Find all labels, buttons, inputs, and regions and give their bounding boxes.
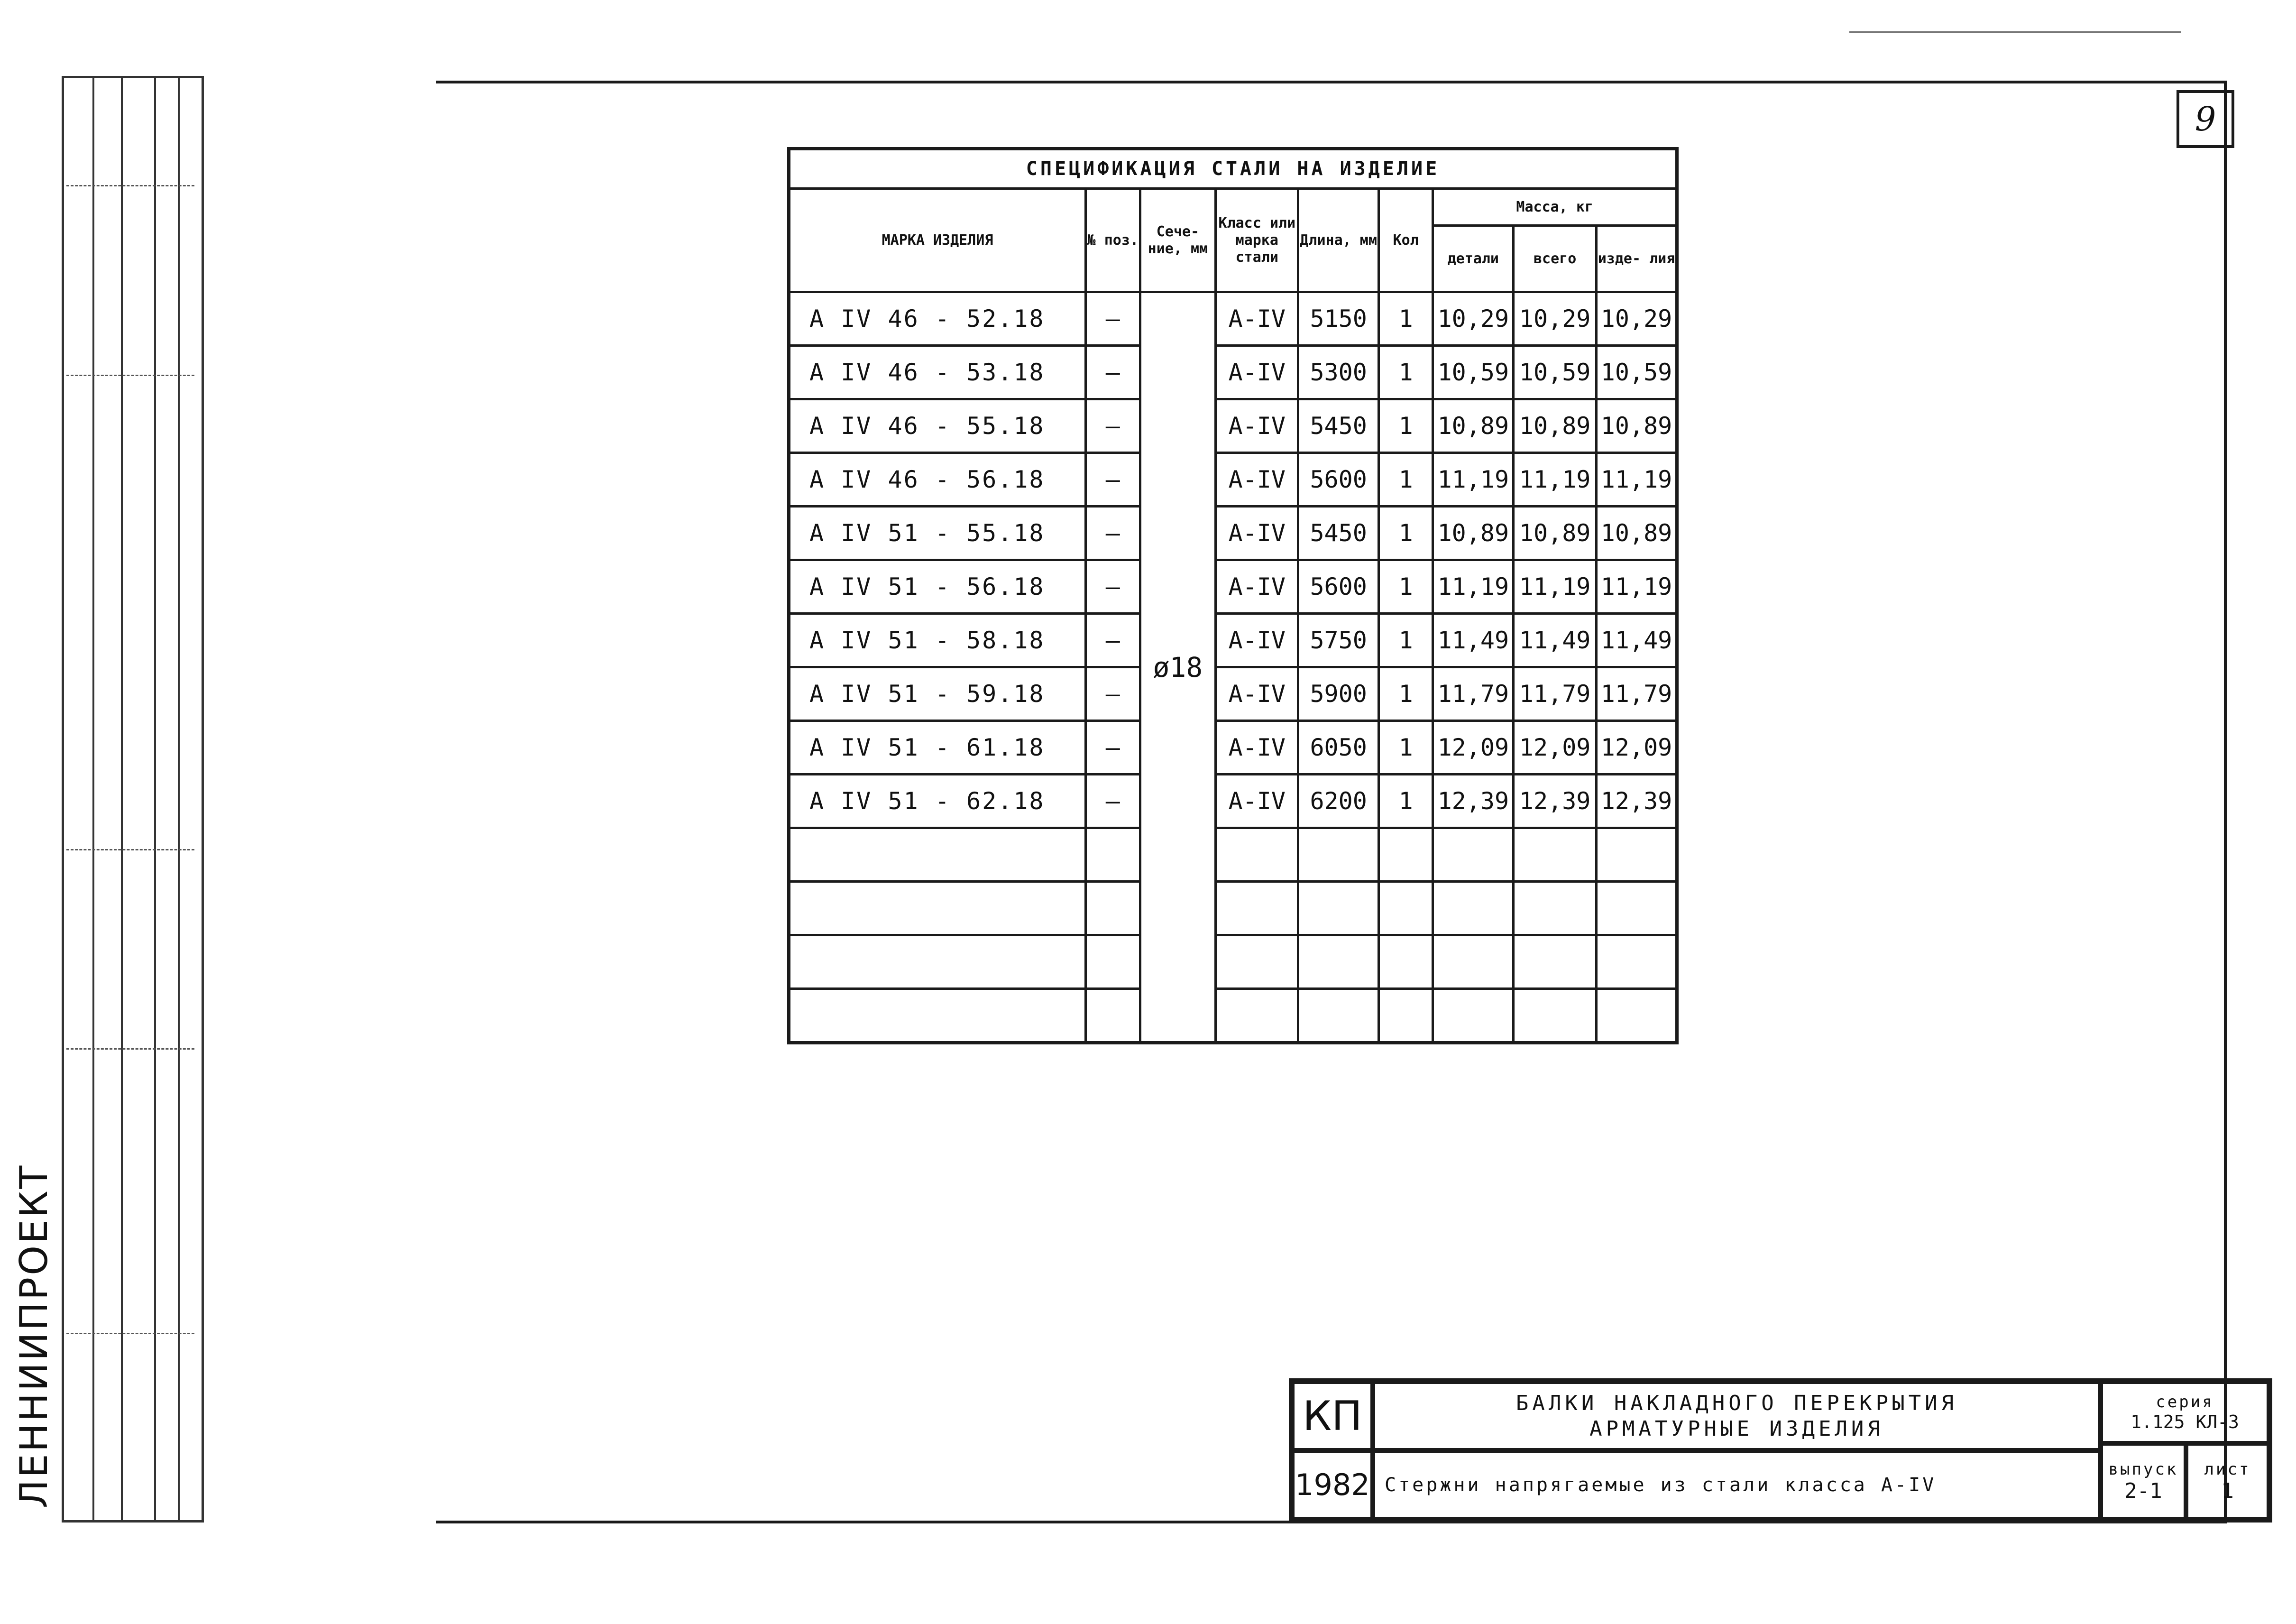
steel-specification-table <box>787 147 1679 1044</box>
mass-detail-cell: 11,49 <box>1433 614 1514 667</box>
section-cell: ø18 <box>1140 292 1216 1043</box>
drawing-year: 1982 <box>1295 1467 1370 1502</box>
header-mass-total: всего <box>1514 226 1597 292</box>
empty-cell <box>1433 989 1514 1043</box>
empty-cell <box>1514 828 1597 882</box>
pos-cell: — <box>1086 453 1140 507</box>
strip-divider <box>178 78 180 1520</box>
length-cell: 5600 <box>1298 453 1379 507</box>
signature-scribble <box>66 360 194 376</box>
mass-product-cell: 11,49 <box>1597 614 1677 667</box>
length-cell: 5750 <box>1298 614 1379 667</box>
steel-class-cell: А-IV <box>1216 292 1298 346</box>
empty-row <box>789 882 1677 935</box>
mass-detail-cell: 10,59 <box>1433 346 1514 399</box>
steel-class-cell: А-IV <box>1216 399 1298 453</box>
empty-cell <box>1597 828 1677 882</box>
pos-cell: — <box>1086 721 1140 775</box>
qty-cell: 1 <box>1378 399 1433 453</box>
header-mark: МАРКА ИЗДЕЛИЯ <box>789 189 1086 292</box>
sheet-label: лист <box>2204 1459 2251 1479</box>
strip-divider <box>92 78 94 1520</box>
steel-class-cell: А-IV <box>1216 775 1298 828</box>
empty-cell <box>1298 882 1379 935</box>
header-qty: Кол <box>1378 189 1433 292</box>
pos-cell: — <box>1086 507 1140 560</box>
qty-cell: 1 <box>1378 667 1433 721</box>
qty-cell: 1 <box>1378 507 1433 560</box>
table-row <box>789 667 1677 721</box>
mass-detail-cell: 10,89 <box>1433 507 1514 560</box>
empty-cell <box>1378 882 1433 935</box>
empty-cell <box>1216 989 1298 1043</box>
mass-total-cell: 10,59 <box>1514 346 1597 399</box>
mass-total-cell: 11,19 <box>1514 560 1597 614</box>
empty-cell <box>1378 989 1433 1043</box>
empty-cell <box>1433 935 1514 989</box>
empty-cell <box>789 882 1086 935</box>
length-cell: 5450 <box>1298 507 1379 560</box>
strip-divider <box>121 78 123 1520</box>
mark-cell: А IV 46 - 56.18 <box>789 453 1086 507</box>
empty-cell <box>1216 828 1298 882</box>
empty-cell <box>1597 882 1677 935</box>
title-line-1: БАЛКИ НАКЛАДНОГО ПЕРЕКРЫТИЯ <box>1515 1391 1958 1415</box>
table-row <box>789 775 1677 828</box>
mark-cell: А IV 51 - 58.18 <box>789 614 1086 667</box>
empty-cell <box>1086 989 1140 1043</box>
mark-cell: А IV 46 - 55.18 <box>789 399 1086 453</box>
steel-class-cell: А-IV <box>1216 614 1298 667</box>
table-row <box>789 614 1677 667</box>
header-class: Класс или марка стали <box>1216 189 1298 292</box>
sheet-number-box <box>2177 90 2234 148</box>
mark-cell: А IV 51 - 55.18 <box>789 507 1086 560</box>
subtitle-cell <box>1373 1450 2101 1519</box>
table-row <box>789 292 1677 346</box>
year-cell <box>1292 1450 1373 1519</box>
empty-cell <box>1597 935 1677 989</box>
mark-cell: А IV 51 - 59.18 <box>789 667 1086 721</box>
frame-top-extension <box>1849 31 2181 33</box>
length-cell: 5600 <box>1298 560 1379 614</box>
series-value: 1.125 КЛ-3 <box>2131 1412 2239 1432</box>
empty-cell <box>1514 935 1597 989</box>
table-body <box>789 292 1677 1043</box>
empty-cell <box>1378 935 1433 989</box>
organization-name: ЛЕННИИПРОЕКТ <box>12 1163 56 1508</box>
steel-class-cell: А-IV <box>1216 560 1298 614</box>
qty-cell: 1 <box>1378 560 1433 614</box>
empty-cell <box>1298 828 1379 882</box>
empty-cell <box>1433 882 1514 935</box>
header-section: Сече- ние, мм <box>1140 189 1216 292</box>
mass-total-cell: 12,09 <box>1514 721 1597 775</box>
code-cell <box>1292 1382 1373 1450</box>
mark-cell: А IV 51 - 56.18 <box>789 560 1086 614</box>
mass-total-cell: 10,29 <box>1514 292 1597 346</box>
issue-label: выпуск <box>2108 1459 2178 1479</box>
empty-cell <box>1433 828 1514 882</box>
sheet-value: 1 <box>2221 1478 2234 1503</box>
qty-cell: 1 <box>1378 775 1433 828</box>
qty-cell: 1 <box>1378 292 1433 346</box>
empty-cell <box>1086 935 1140 989</box>
mass-total-cell: 11,79 <box>1514 667 1597 721</box>
steel-class-cell: А-IV <box>1216 721 1298 775</box>
mark-cell: А IV 46 - 53.18 <box>789 346 1086 399</box>
empty-cell <box>1514 882 1597 935</box>
pos-cell: — <box>1086 667 1140 721</box>
empty-row <box>789 935 1677 989</box>
mass-detail-cell: 11,19 <box>1433 453 1514 507</box>
mass-product-cell: 12,09 <box>1597 721 1677 775</box>
mass-total-cell: 12,39 <box>1514 775 1597 828</box>
empty-cell <box>1086 882 1140 935</box>
steel-class-cell: А-IV <box>1216 667 1298 721</box>
pos-cell: — <box>1086 292 1140 346</box>
binding-strip <box>62 76 204 1522</box>
sheet-cell <box>2186 1443 2269 1519</box>
pos-cell: — <box>1086 346 1140 399</box>
length-cell: 6200 <box>1298 775 1379 828</box>
mass-product-cell: 10,59 <box>1597 346 1677 399</box>
issue-cell <box>2101 1443 2186 1519</box>
steel-class-cell: А-IV <box>1216 507 1298 560</box>
mass-detail-cell: 11,19 <box>1433 560 1514 614</box>
series-label: серия <box>2156 1393 2214 1412</box>
qty-cell: 1 <box>1378 721 1433 775</box>
empty-cell <box>1216 882 1298 935</box>
empty-cell <box>1086 828 1140 882</box>
signature-scribble <box>66 835 194 850</box>
header-mass-detail: детали <box>1433 226 1514 292</box>
pos-cell: — <box>1086 775 1140 828</box>
mass-detail-cell: 12,09 <box>1433 721 1514 775</box>
drawing-subtitle: Стержни напрягаемые из стали класса А-IV <box>1385 1474 1937 1496</box>
sheet-number: 9 <box>2195 100 2216 138</box>
table-row <box>789 346 1677 399</box>
mark-cell: А IV 51 - 62.18 <box>789 775 1086 828</box>
length-cell: 5300 <box>1298 346 1379 399</box>
mass-product-cell: 11,19 <box>1597 560 1677 614</box>
empty-row <box>789 989 1677 1043</box>
mass-product-cell: 11,19 <box>1597 453 1677 507</box>
header-mass: Масса, кг <box>1433 189 1677 226</box>
table-row <box>789 721 1677 775</box>
strip-divider <box>154 78 156 1520</box>
drawing-code: КП <box>1303 1392 1362 1440</box>
header-pos: № поз. <box>1086 189 1140 292</box>
mass-product-cell: 10,89 <box>1597 399 1677 453</box>
table-row <box>789 507 1677 560</box>
signature-scribble <box>66 171 194 186</box>
length-cell: 5900 <box>1298 667 1379 721</box>
empty-cell <box>789 989 1086 1043</box>
empty-cell <box>789 935 1086 989</box>
title-cell <box>1373 1382 2101 1450</box>
mass-detail-cell: 10,29 <box>1433 292 1514 346</box>
mass-total-cell: 11,49 <box>1514 614 1597 667</box>
steel-class-cell: А-IV <box>1216 453 1298 507</box>
mass-total-cell: 10,89 <box>1514 507 1597 560</box>
empty-row <box>789 828 1677 882</box>
signature-scribble <box>66 1034 194 1050</box>
issue-value: 2-1 <box>2124 1478 2162 1503</box>
header-length: Длина, мм <box>1298 189 1379 292</box>
empty-cell <box>1298 935 1379 989</box>
pos-cell: — <box>1086 614 1140 667</box>
empty-cell <box>1378 828 1433 882</box>
pos-cell: — <box>1086 399 1140 453</box>
qty-cell: 1 <box>1378 346 1433 399</box>
table-row <box>789 560 1677 614</box>
length-cell: 5450 <box>1298 399 1379 453</box>
qty-cell: 1 <box>1378 453 1433 507</box>
empty-cell <box>1597 989 1677 1043</box>
mass-detail-cell: 12,39 <box>1433 775 1514 828</box>
empty-cell <box>1298 989 1379 1043</box>
qty-cell: 1 <box>1378 614 1433 667</box>
mass-product-cell: 10,29 <box>1597 292 1677 346</box>
table-row <box>789 453 1677 507</box>
length-cell: 6050 <box>1298 721 1379 775</box>
length-cell: 5150 <box>1298 292 1379 346</box>
mass-product-cell: 12,39 <box>1597 775 1677 828</box>
mass-product-cell: 11,79 <box>1597 667 1677 721</box>
mark-cell: А IV 46 - 52.18 <box>789 292 1086 346</box>
mass-detail-cell: 11,79 <box>1433 667 1514 721</box>
pos-cell: — <box>1086 560 1140 614</box>
empty-cell <box>1514 989 1597 1043</box>
series-cell <box>2101 1382 2269 1443</box>
mass-total-cell: 11,19 <box>1514 453 1597 507</box>
header-mass-product: изде- лия <box>1597 226 1677 292</box>
mark-cell: А IV 51 - 61.18 <box>789 721 1086 775</box>
title-block <box>1289 1378 2272 1522</box>
empty-cell <box>1216 935 1298 989</box>
title-line-2: АРМАТУРНЫЕ ИЗДЕЛИЯ <box>1589 1416 1884 1441</box>
steel-class-cell: А-IV <box>1216 346 1298 399</box>
mass-product-cell: 10,89 <box>1597 507 1677 560</box>
mass-total-cell: 10,89 <box>1514 399 1597 453</box>
mass-detail-cell: 10,89 <box>1433 399 1514 453</box>
table-title: СПЕЦИФИКАЦИЯ СТАЛИ НА ИЗДЕЛИЕ <box>789 149 1677 189</box>
signature-scribble <box>66 1319 194 1334</box>
table-row <box>789 399 1677 453</box>
empty-cell <box>789 828 1086 882</box>
